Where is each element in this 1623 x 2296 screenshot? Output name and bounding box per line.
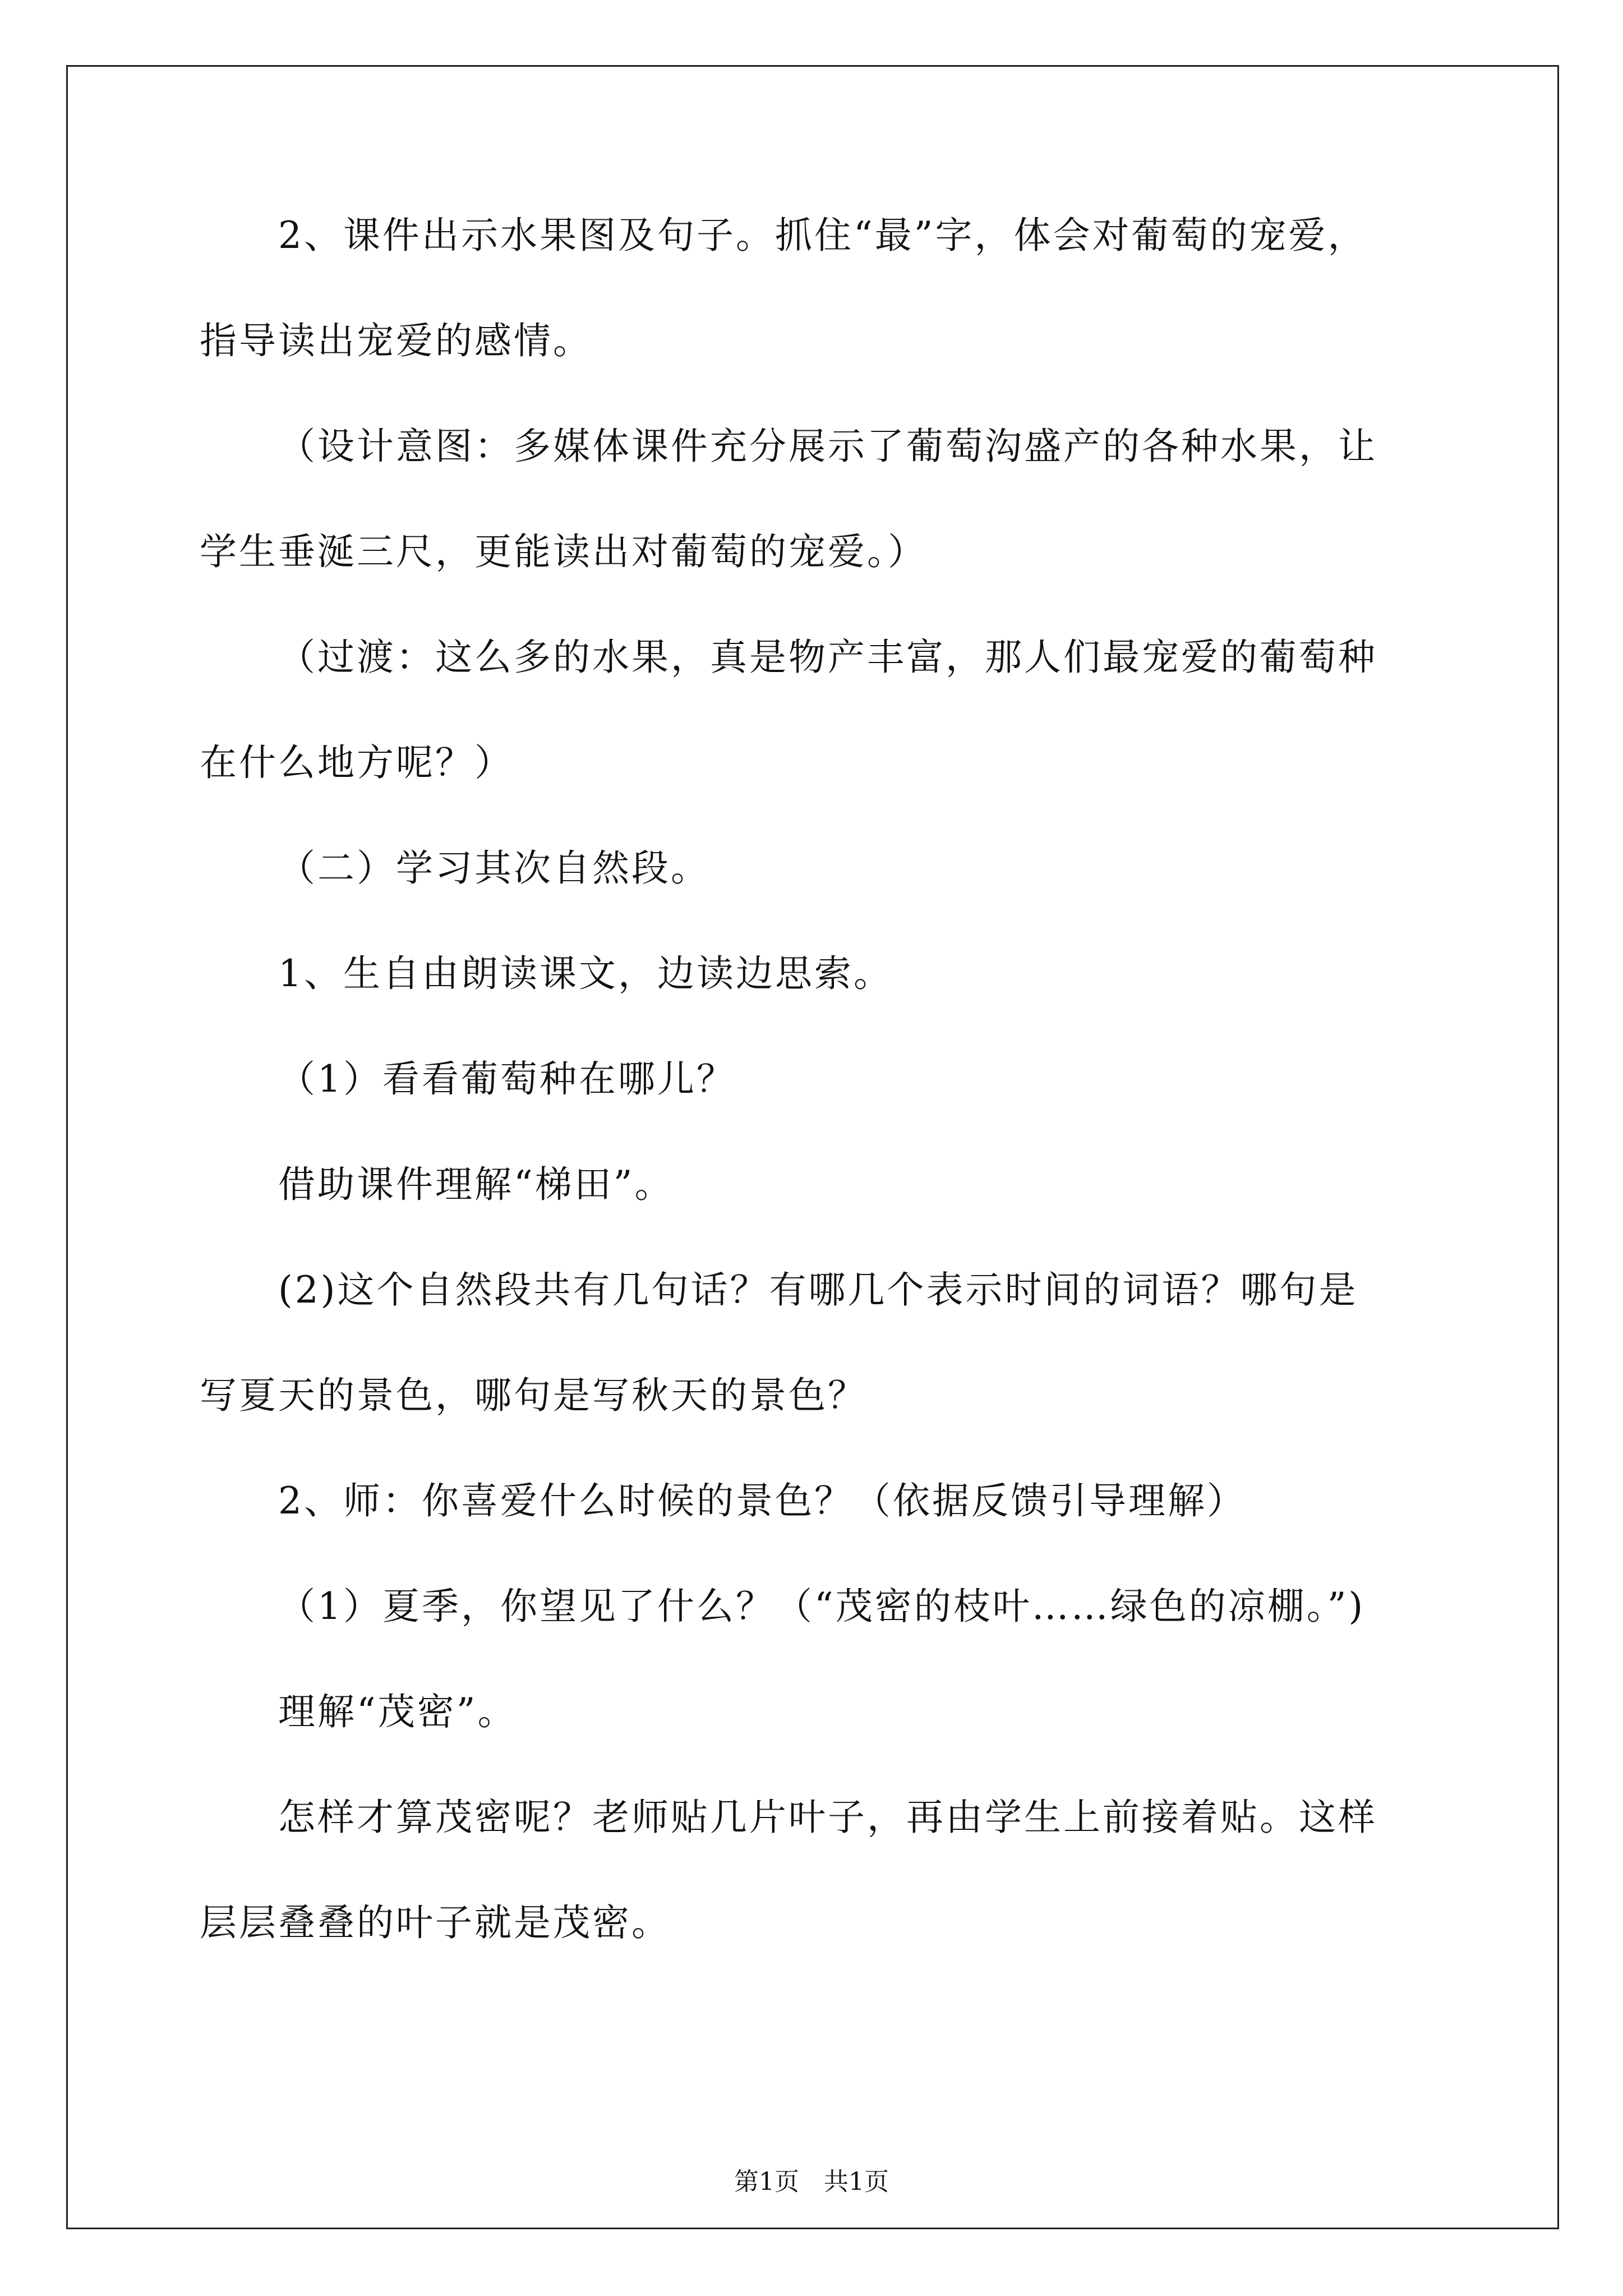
paragraph-2-line-1: （设计意图：多媒体课件充分展示了葡萄沟盛产的各种水果，让 [278,425,1377,468]
paragraph-2-line-2: 学生垂涎三尺，更能读出对葡萄的宠爱。） [200,530,927,573]
paragraph-10-line-1: （1）夏季，你望见了什么？（“茂密的枝叶……绿色的凉棚。”) [278,1585,1366,1628]
paragraph-6-line-1: （1）看看葡萄种在哪儿？ [278,1057,736,1101]
paragraph-1-line-2: 指导读出宠爱的感情。 [200,319,592,362]
paragraph-12-line-1: 怎样才算茂密呢？老师贴几片叶子，再由学生上前接着贴。这样 [278,1796,1377,1839]
paragraph-5-line-1: 1、生自由朗读课文，边读边思索。 [278,952,893,995]
paragraph-8-line-2: 写夏天的景色，哪句是写秋天的景色？ [200,1374,867,1417]
paragraph-3-line-2: 在什么地方呢？） [200,741,514,784]
paragraph-12-line-2: 层层叠叠的叶子就是茂密。 [200,1901,671,1944]
paragraph-9-line-1: 2、师：你喜爱什么时候的景色？（依据反馈引导理解） [278,1479,1246,1522]
paragraph-8-line-1: (2)这个自然段共有几句话？有哪几个表示时间的词语？哪句是 [278,1268,1358,1312]
paragraph-11-line-1: 理解“茂密”。 [278,1690,517,1733]
paragraph-4-line-1: （二）学习其次自然段。 [278,846,710,890]
page-number: 第1页 共1页 [734,2168,889,2196]
paragraph-7-line-1: 借助课件理解“梯田”。 [278,1163,674,1206]
paragraph-1-line-1: 2、课件出示水果图及句子。抓住“最”字，体会对葡萄的宠爱， [278,214,1367,257]
paragraph-3-line-1: （过渡：这么多的水果，真是物产丰富，那人们最宠爱的葡萄种 [278,636,1377,679]
